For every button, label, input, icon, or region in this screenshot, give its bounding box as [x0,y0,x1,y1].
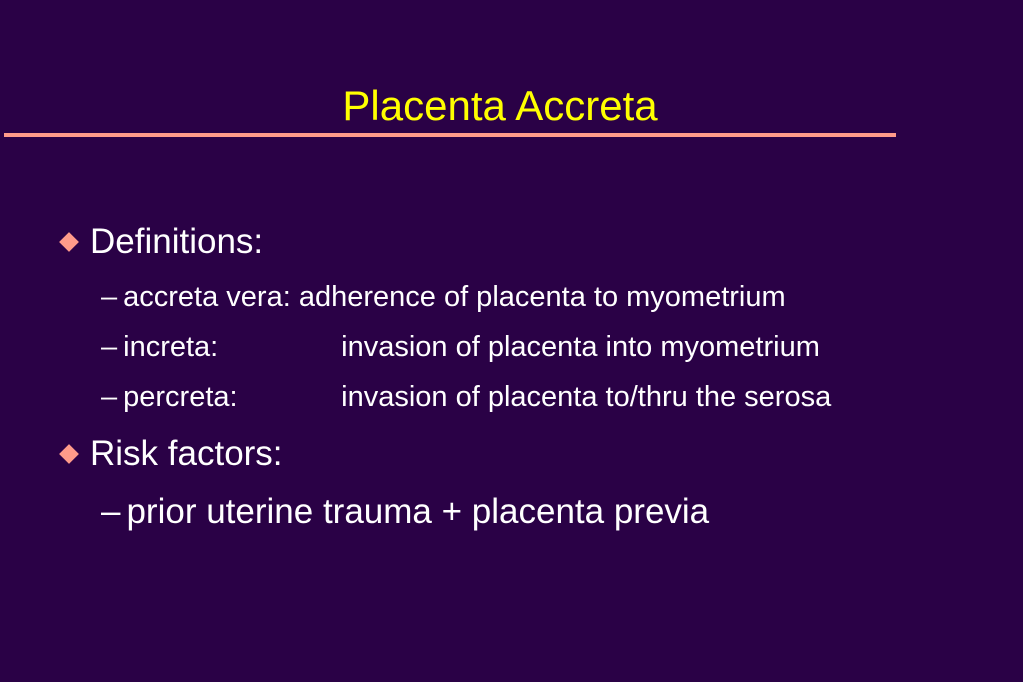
definition-text: invasion of placenta into myometrium [341,331,820,363]
bullet-risk-factors [56,434,283,474]
definition-item-accreta-vera [101,280,786,314]
definition-item-percreta [101,380,831,414]
title-divider [4,133,896,137]
dash-marker: – [101,492,121,531]
definition-term: increta: [123,331,219,363]
diamond-bullet-icon [59,444,79,464]
risk-factor-text: prior uterine trauma + placenta previa [126,492,710,531]
bullet-definitions [56,222,263,262]
slide-title: Placenta Accreta [342,82,658,129]
definition-text: adherence of placenta to myometrium [298,281,786,313]
dash-marker: – [101,331,118,363]
dash-marker: – [101,281,118,313]
definition-text: invasion of placenta to/thru the serosa [341,381,832,413]
definition-item-increta [101,330,820,364]
risk-factor-item [101,492,709,532]
definition-term: percreta: [123,381,238,413]
definition-term: accreta vera: [123,281,299,313]
bullet-heading: Definitions: [90,222,264,261]
bullet-heading: Risk factors: [90,434,283,473]
diamond-bullet-icon [59,232,79,252]
dash-marker: – [101,381,118,413]
